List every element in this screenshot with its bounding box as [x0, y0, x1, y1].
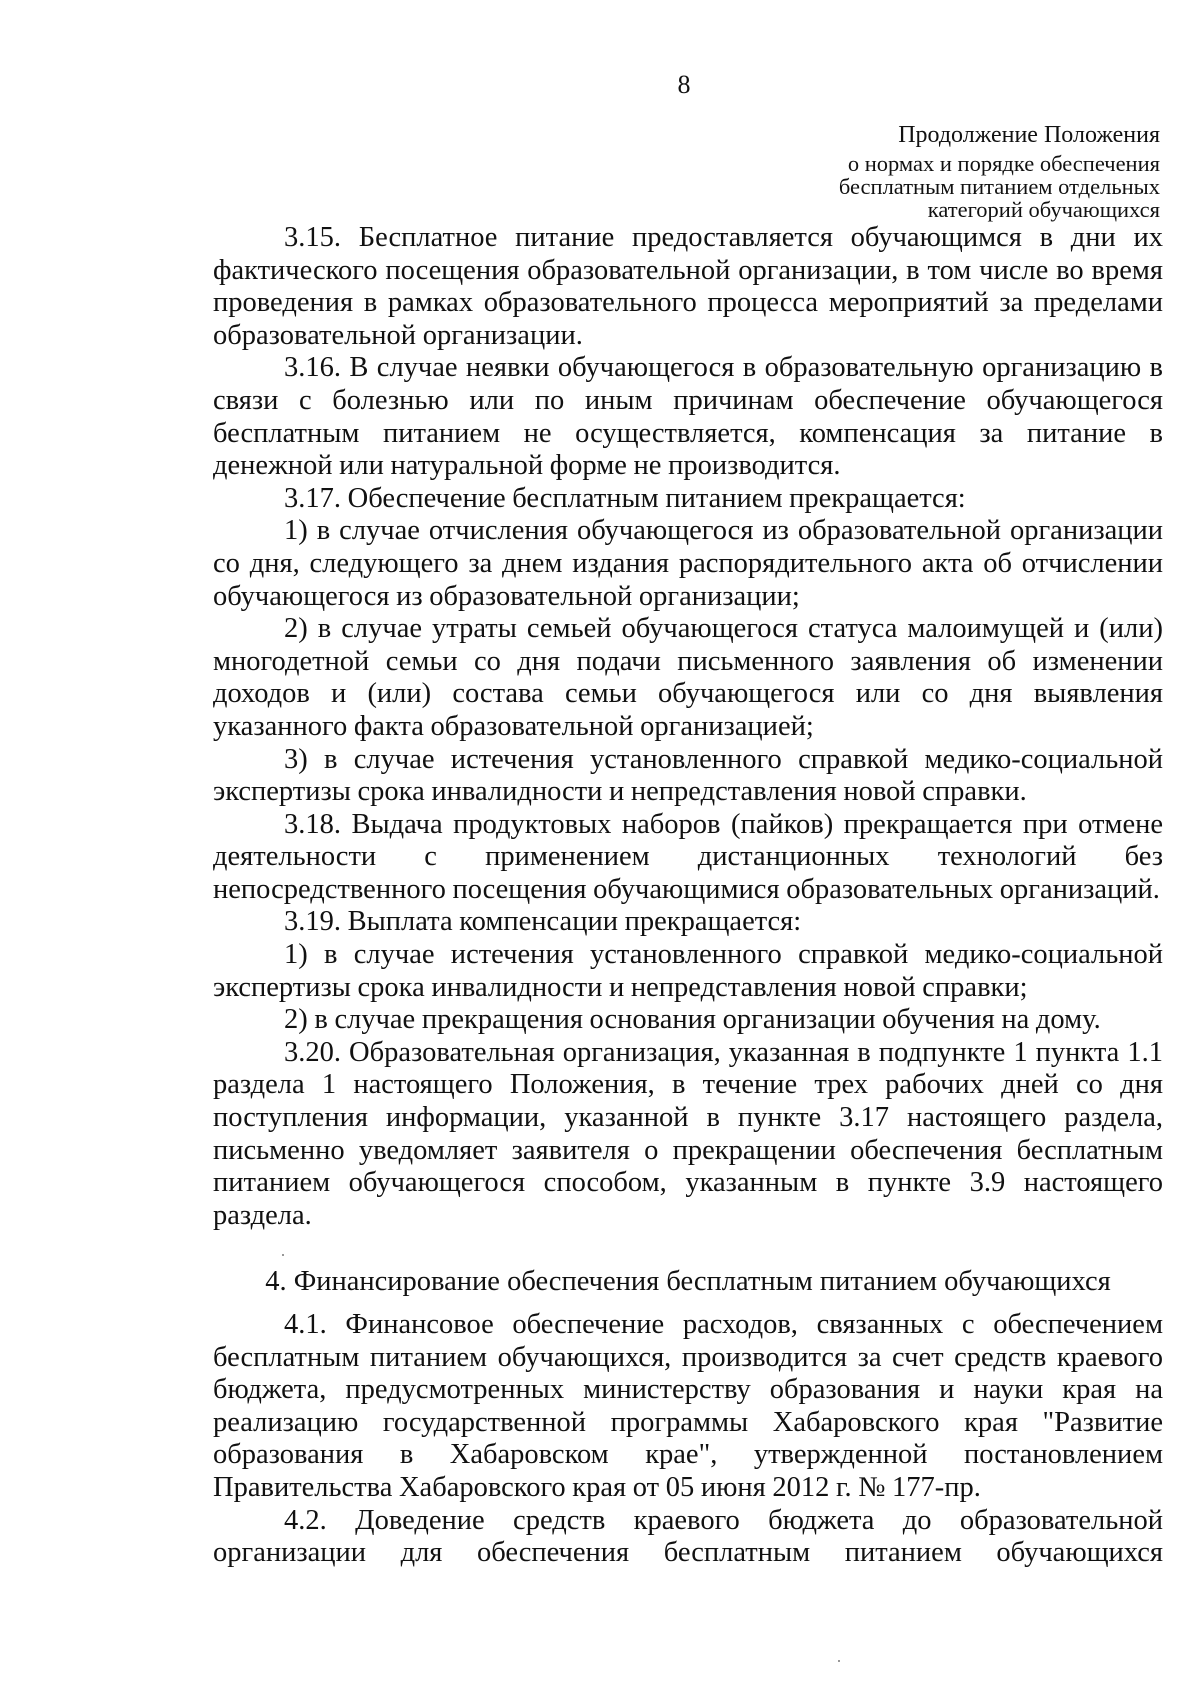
paragraph-3-15: 3.15. Бесплатное питание предоставляется обучающимся в дни их фактического посещения образовательной организации, в том числе во время проведения в рамках образовательного процесса мероприятий за пределами образовательной организации. [213, 222, 1163, 351]
list-item-3-19-2: 2) в случае прекращения основания организации обучения на дому. [284, 1004, 1101, 1036]
list-item-3-17-1: 1) в случае отчисления обучающегося из образовательной организации со дня, следующего за днем издания распорядительного акта об отчислении обучающегося из образовательной организации; [213, 515, 1163, 612]
running-header-line: бесплатным питанием отдельных [838, 174, 1160, 199]
running-header-line: категорий обучающихся [927, 197, 1160, 222]
paragraph-4-2: 4.2. Доведение средств краевого бюджета до образовательной организации для обеспечения бесплатным питанием обучающихся [213, 1504, 1163, 1569]
document-body [213, 222, 1163, 1570]
paragraph-3-19: 3.19. Выплата компенсации прекращается: [284, 906, 802, 938]
paragraph-3-18: 3.18. Выдача продуктовых наборов (пайков) прекращается при отмене деятельности с применением дистанционных технологий без непосредственного посещения обучающимися образовательных организаций. [213, 808, 1163, 905]
list-item-3-17-2: 2) в случае утраты семьей обучающегося статуса малоимущей и (или) многодетной семьи со дня подачи письменного заявления об изменении доходов и (или) состава семьи обучающегося или со дня выявления указанного факта образовательной организацией; [213, 613, 1163, 742]
list-item-3-19-1: 1) в случае истечения установленного справкой медико-социальной экспертизы срока инвалидности и непредставления новой справки; [213, 939, 1163, 1003]
running-header [560, 118, 1160, 221]
section-heading: 4. Финансирование обеспечения бесплатным питанием обучающихся [265, 1266, 1111, 1298]
list-item-3-17-3: 3) в случае истечения установленного справкой медико-социальной экспертизы срока инвалидности и непредставления новой справки. [213, 743, 1163, 808]
scan-artifact [838, 1660, 840, 1662]
paragraph-4-1: 4.1. Финансовое обеспечение расходов, связанных с обеспечением бесплатным питанием обучающихся, производится за счет средств краевого бюджета, предусмотренных министерству образования и науки края на реализацию государственной программы Хабаровского края "Развитие образования в Хабаровском крае", утвержденной постановлением Правительства Хабаровского края от 05 июня 2012 г. № 177-пр. [213, 1309, 1163, 1503]
running-header-line: Продолжение Положения [898, 122, 1160, 148]
paragraph-3-16: 3.16. В случае неявки обучающегося в образовательную организацию в связи с болезнью или по иным причинам обеспечение обучающегося бесплатным питанием не осуществляется, компенсация за питание в денежной или натуральной форме не производится. [213, 352, 1163, 482]
paragraph-3-20: 3.20. Образовательная организация, указанная в подпункте 1 пункта 1.1 раздела 1 настоящего Положения, в течение трех рабочих дней со дня поступления информации, указанной в пункте 3.17 настоящего раздела, письменно уведомляет заявителя о прекращении обеспечения бесплатным питанием обучающегося способом, указанным в пункте 3.9 настоящего раздела. [213, 1036, 1163, 1231]
page-number: 8 [677, 70, 691, 99]
paragraph-3-17: 3.17. Обеспечение бесплатным питанием прекращается: [284, 482, 966, 514]
scan-artifact [282, 1254, 284, 1256]
running-header-line: о нормах и порядке обеспечения [847, 151, 1160, 176]
